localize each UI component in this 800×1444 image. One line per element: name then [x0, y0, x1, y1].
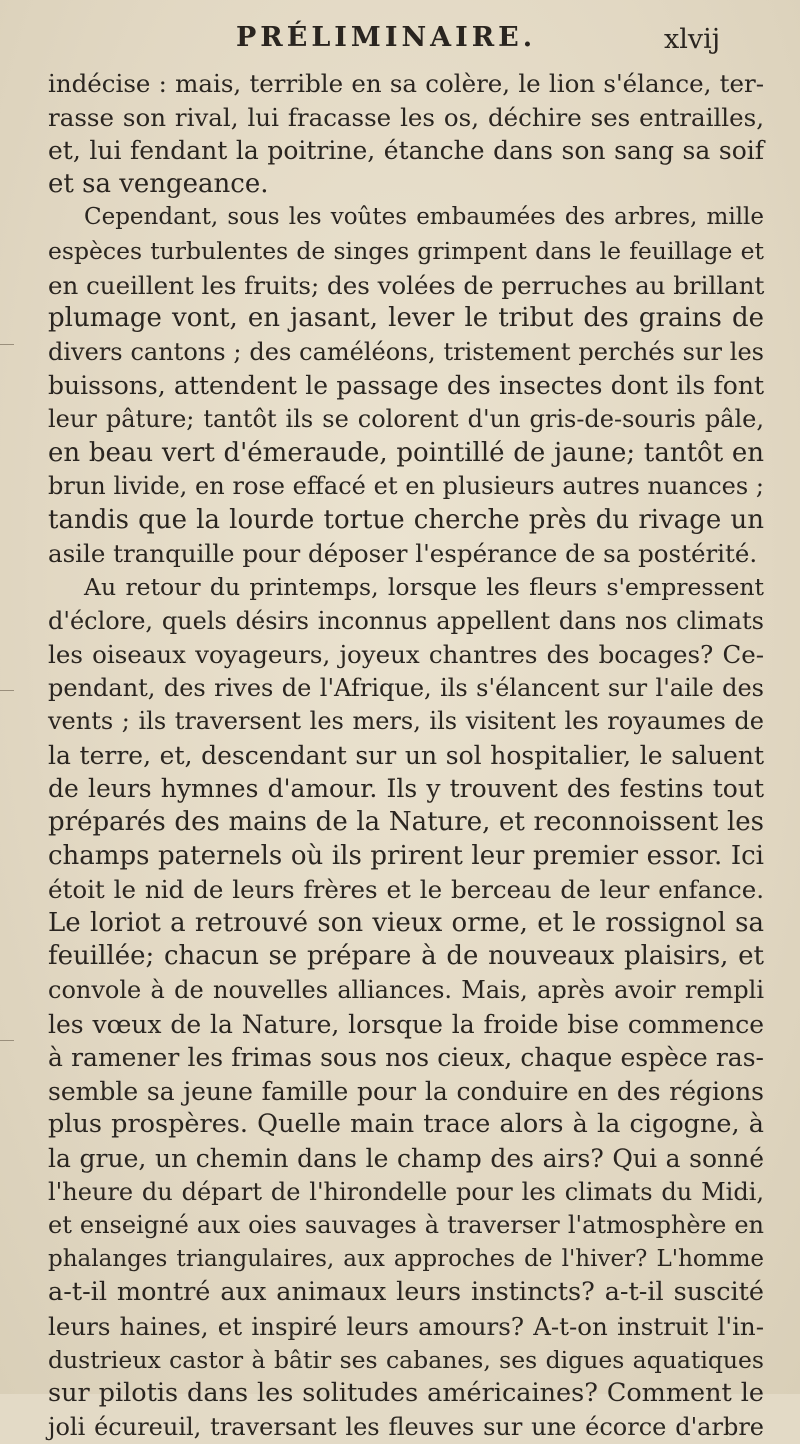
text-line: Le loriot a retrouvé son vieux orme, et le rossignol sa — [48, 907, 764, 938]
text-line: d'éclore, quels désirs inconnus appellent dans nos climats — [48, 606, 764, 635]
text-line: et, lui fendant la poitrine, étanche dans son sang sa soif — [48, 136, 764, 166]
text-line: la grue, un chemin dans le champ des airs? Qui a sonné — [48, 1144, 764, 1173]
text-line: brun livide, en rose effacé et en plusieurs autres nuances ; — [48, 472, 764, 501]
text-line: joli écureuil, traversant les fleuves sur une écorce d'arbre — [48, 1412, 764, 1441]
page-number: xlvij — [664, 24, 721, 55]
text-line: et sa vengeance. — [48, 168, 269, 199]
text-line: champs paternels où ils prirent leur premier essor. Ici — [48, 840, 764, 871]
text-line: feuillée; chacun se prépare à de nouveaux plaisirs, et — [48, 941, 764, 972]
text-line: et enseigné aux oies sauvages à traverser l'atmosphère en — [48, 1211, 764, 1240]
margin-mark — [0, 1040, 14, 1041]
text-line: les oiseaux voyageurs, joyeux chantres des bocages? Ce- — [48, 640, 764, 670]
text-line: l'heure du départ de l'hirondelle pour les climats du Midi, — [48, 1177, 764, 1206]
text-line: a-t-il montré aux animaux leurs instincts? a-t-il suscité — [48, 1277, 764, 1308]
text-line: divers cantons ; des caméléons, tristement perchés sur les — [48, 337, 764, 366]
page-header — [0, 22, 800, 62]
text-line: phalanges triangulaires, aux approches de l'hiver? L'homme — [48, 1245, 764, 1272]
text-line: semble sa jeune famille pour la conduire en des régions — [48, 1076, 764, 1106]
text-line: buissons, attendent le passage des insectes dont ils font — [48, 371, 764, 401]
text-line: en cueillent les fruits; des volées de perruches au brillant — [48, 270, 765, 300]
text-line: tandis que la lourde tortue cherche près du rivage un — [48, 504, 764, 535]
running-title: PRÉLIMINAIRE. — [236, 22, 537, 53]
text-line: à ramener les frimas sous nos cieux, chaque espèce ras- — [48, 1043, 764, 1073]
text-line: convole à de nouvelles alliances. Mais, après avoir rempli — [48, 976, 764, 1005]
margin-mark — [0, 690, 14, 691]
text-line: les vœux de la Nature, lorsque la froide bise commence — [48, 1009, 764, 1039]
text-line: leurs haines, et inspiré leurs amours? A-t-on instruit l'in- — [48, 1311, 764, 1341]
text-line: Au retour du printemps, lorsque les fleurs s'empressent — [84, 572, 764, 601]
text-line: de leurs hymnes d'amour. Ils y trouvent des festins tout — [48, 774, 764, 804]
text-line: vents ; ils traversent les mers, ils visitent les royaumes de — [48, 707, 764, 736]
text-line: asile tranquille pour déposer l'espérance de sa postérité. — [48, 539, 758, 569]
text-line: sur pilotis dans les solitudes américaines? Comment le — [48, 1378, 764, 1409]
text-line: la terre, et, descendant sur un sol hospitalier, le saluent — [48, 740, 764, 770]
text-line: indécise : mais, terrible en sa colère, le lion s'élance, ter- — [48, 69, 764, 98]
text-line: dustrieux castor à bâtir ses cabanes, ses digues aquatiques — [48, 1345, 764, 1374]
text-line: étoit le nid de leurs frères et le berceau de leur enfance. — [48, 875, 764, 905]
text-line: préparés des mains de la Nature, et reconnoissent les — [48, 807, 764, 838]
text-line: espèces turbulentes de singes grimpent dans le feuillage et — [48, 236, 764, 265]
body-text — [48, 67, 764, 1444]
margin-mark — [0, 344, 14, 345]
text-line: rasse son rival, lui fracasse les os, déchire ses entrailles, — [48, 102, 764, 132]
text-line: pendant, des rives de l'Afrique, ils s'élancent sur l'aile des — [48, 673, 764, 702]
text-line: Cependant, sous les voûtes embaumées des arbres, mille — [84, 204, 764, 231]
text-line: en beau vert d'émeraude, pointillé de jaune; tantôt en — [48, 437, 764, 468]
text-line: plus prospères. Quelle main trace alors à la cigogne, à — [48, 1109, 764, 1140]
text-line: leur pâture; tantôt ils se colorent d'un gris-de-souris pâle, — [48, 404, 764, 433]
text-line: plumage vont, en jasant, lever le tribut des grains de — [48, 303, 764, 334]
